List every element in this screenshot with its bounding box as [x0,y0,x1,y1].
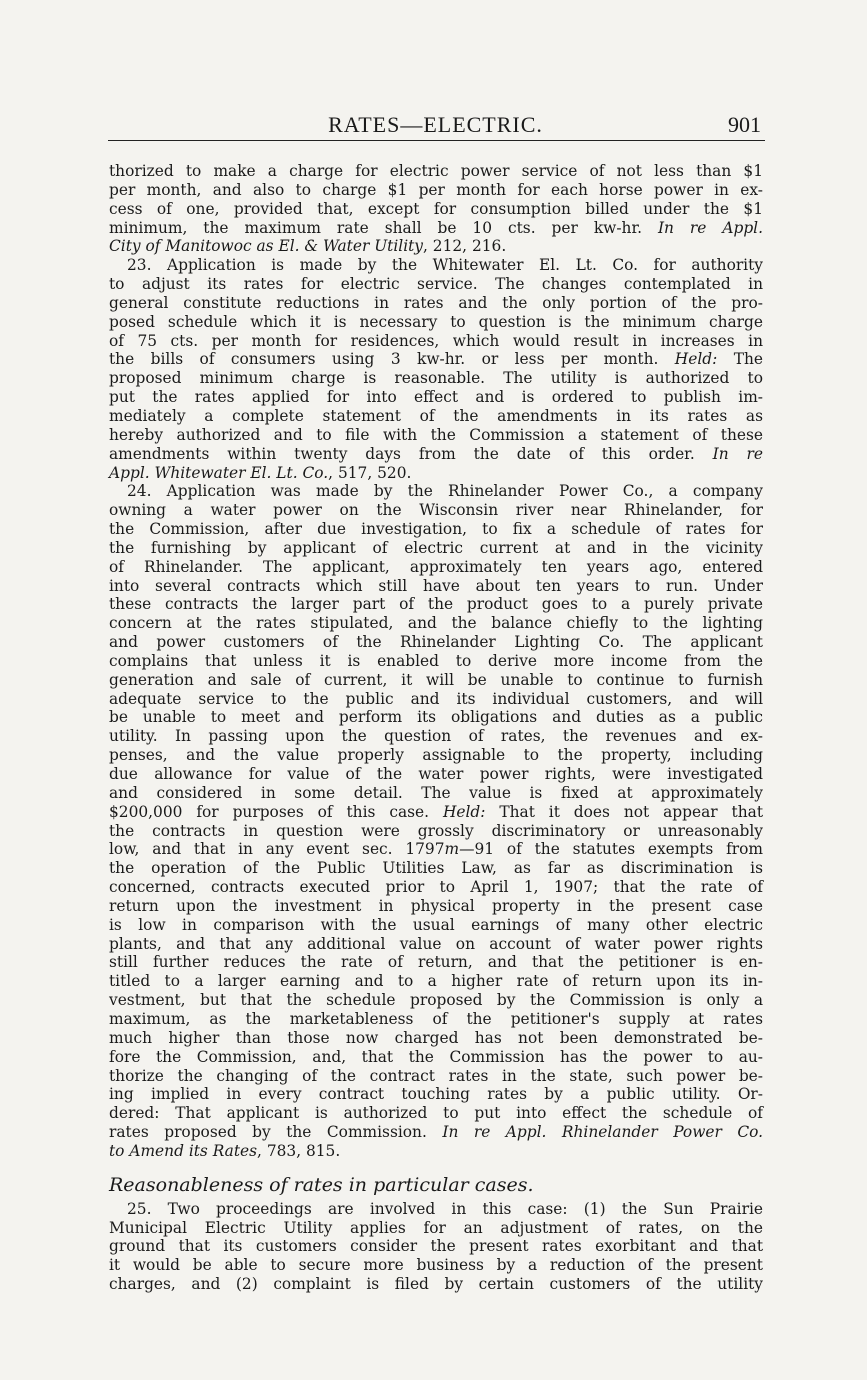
text-line: $200,000 for purposes of this case. Held: That it does not appear that [109,802,764,821]
text-line: the operation of the Public Utilities Law, as far as discrimination is [109,859,763,878]
text-line: 23. Application is made by the Whitewater El. Lt. Co. for authority [127,256,763,275]
text-line: and power customers of the Rhinelander Lighting Co. The applicant [109,633,763,652]
text-line: Appl. Whitewater El. Lt. Co., 517, 520. [109,463,412,482]
text-line: City of Manitowoc as El. & Water Utility, 212, 216. [109,237,507,256]
text-line: dered: That applicant is authorized to put into effect the schedule of [109,1104,763,1123]
text-line: the bills of consumers using 3 kw-hr. or less per month. Held: The [109,350,763,369]
text-line: posed schedule which it is necessary to question is the minimum charge [109,312,763,331]
text-line: is low in comparison with the usual earnings of many other electric [109,915,763,934]
page-number: 901 [728,112,761,137]
text-line: rates proposed by the Commission. In re Appl. Rhinelander Power Co. [109,1123,763,1142]
text-line: fore the Commission, and, that the Commission has the power to au- [109,1047,763,1066]
text-line: thorized to make a charge for electric power service of not less than $1 [109,162,763,180]
paragraph [109,256,763,482]
text-line: to adjust its rates for electric service. The changes contemplated in [109,275,763,294]
text-line: general constitute reductions in rates and the only portion of the pro- [109,293,763,312]
text-line: the furnishing by applicant of electric current at and in the vicinity [109,538,763,557]
text-line: low, and that in any event sec. 1797m—91 of the statutes exempts from [109,840,763,859]
text-line: still further reduces the rate of return, and that the petitioner is en- [109,953,763,972]
text-line: it would be able to secure more business by a reduction of the present [109,1256,763,1275]
text-line: cess of one, provided that, except for consumption billed under the $1 [109,199,763,218]
text-line: to Amend its Rates, 783, 815. [109,1141,341,1160]
header-rule [108,140,765,141]
text-line: concerned, contracts executed prior to April 1, 1907; that the rate of [109,878,763,897]
text-line: adequate service to the public and its individual customers, and will [109,689,763,708]
text-line: penses, and the value properly assignable to the property, including [109,746,763,765]
text-line: titled to a larger earning and to a higher rate of return upon its in- [109,972,763,991]
text-line: return upon the investment in physical property in the present case [109,896,763,915]
running-title: RATES—ELECTRIC. [328,112,543,137]
text-line: be unable to meet and perform its obligations and duties as a public [109,708,763,727]
text-line: the contracts in question were grossly discriminatory or unreasonably [109,821,763,840]
text-line: Municipal Electric Utility applies for an adjustment of rates, on the [109,1218,763,1237]
text-line: the Commission, after due investigation, to fix a schedule of rates for [109,520,763,539]
text-line: generation and sale of current, it will be unable to continue to furnish [109,670,763,689]
text-line: minimum, the maximum rate shall be 10 cts. per kw-hr. In re Appl. [109,218,763,237]
text-line: put the rates applied for into effect and is ordered to publish im- [109,388,763,407]
paragraph [109,162,763,256]
text-line: of Rhinelander. The applicant, approximately ten years ago, entered [109,557,763,576]
text-line: concern at the rates stipulated, and the balance chiefly to the lighting [109,614,763,633]
text-line: vestment, but that the schedule proposed by the Commission is only a [109,991,763,1010]
text-line: plants, and that any additional value on account of water power rights [109,934,763,953]
text-line: complains that unless it is enabled to derive more income from the [109,651,763,670]
text-line: mediately a complete statement of the amendments in its rates as [109,406,763,425]
paragraph [109,482,763,1160]
text-line: into several contracts which still have about ten years to run. Under [109,576,763,595]
text-line: maximum, as the marketableness of the petitioner's supply at rates [109,1009,763,1028]
text-line: thorize the changing of the contract rates in the state, such power be- [109,1066,763,1085]
text-line: these contracts the larger part of the product goes to a purely private [109,595,763,614]
text-line: due allowance for value of the water power rights, were investigated [109,765,763,783]
body-text [109,162,763,1294]
running-header [108,112,763,142]
text-line: of 75 cts. per month for residences, which would result in increases in [109,331,763,350]
text-line: 25. Two proceedings are involved in this case: (1) the Sun Prairie [127,1199,763,1218]
text-line: per month, and also to charge $1 per month for each horse power in ex- [109,180,763,199]
text-line: ing implied in every contract touching rates by a public utility. Or- [109,1085,763,1104]
text-line: ground that its customers consider the present rates exorbitant and that [109,1237,763,1256]
text-line: and considered in some detail. The value is fixed at approximately [109,783,763,802]
text-line: much higher than those now charged has not been demonstrated be- [109,1028,763,1047]
text-line: owning a water power on the Wisconsin river near Rhinelander, for [109,501,763,520]
text-line: 24. Application was made by the Rhinelander Power Co., a company [127,482,763,501]
text-line: proposed minimum charge is reasonable. The utility is authorized to [109,369,763,388]
section-heading: Reasonableness of rates in particular cases. [109,1173,534,1196]
text-line: hereby authorized and to file with the Commission a statement of these [109,425,763,444]
text-line: utility. In passing upon the question of rates, the revenues and ex- [109,727,763,746]
text-line: amendments within twenty days from the date of this order. In re [109,444,763,463]
text-line: charges, and (2) complaint is filed by certain customers of the utility [109,1275,763,1294]
paragraph [109,1200,763,1294]
